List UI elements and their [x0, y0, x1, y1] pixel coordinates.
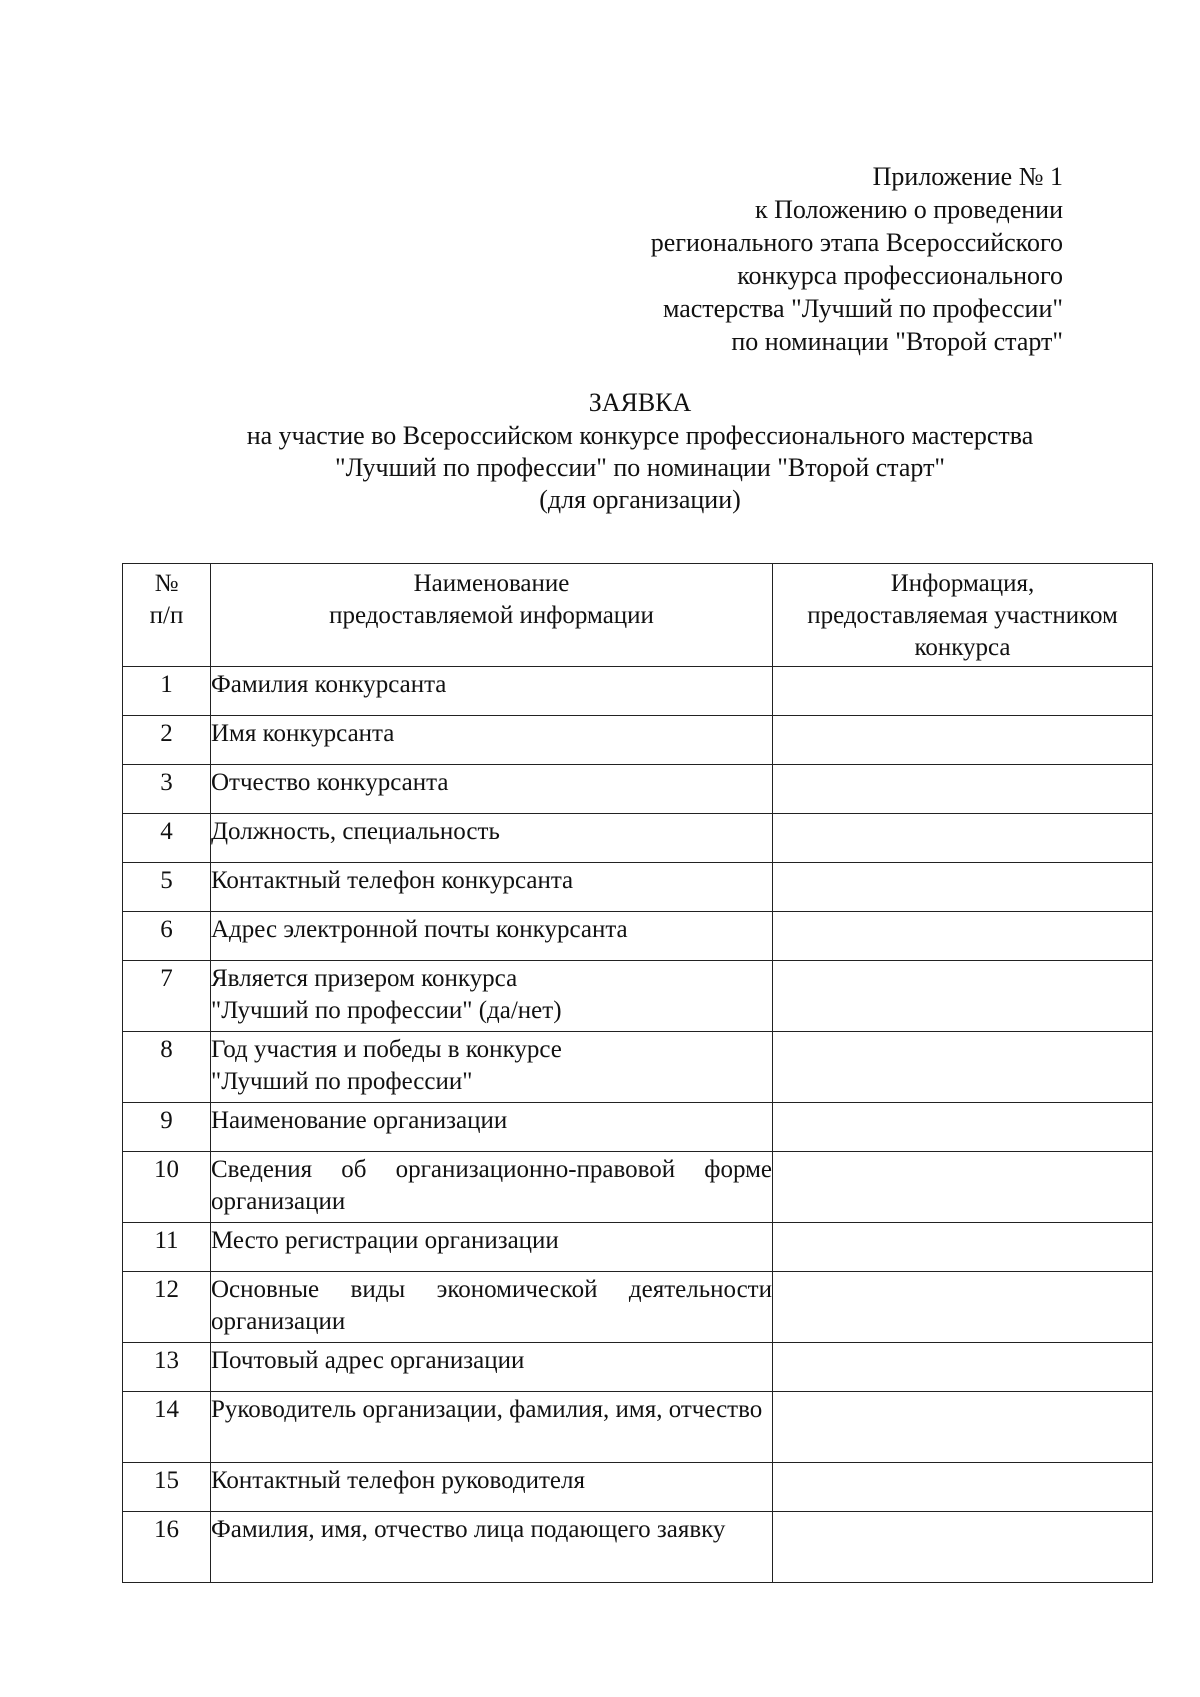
row-item-name: [211, 765, 773, 814]
table-row: [123, 1103, 1153, 1152]
row-item-name: [211, 961, 773, 1032]
table-row: [123, 765, 1153, 814]
row-item-name: [211, 863, 773, 912]
title-line: на участие во Всероссийском конкурсе профессионального мастерства: [246, 421, 1034, 450]
row-number: 4: [123, 814, 211, 863]
row-item-name: [211, 1512, 773, 1583]
row-number: 9: [123, 1103, 211, 1152]
appendix-line: по номинации "Второй старт": [731, 327, 1063, 356]
row-number: 7: [123, 961, 211, 1032]
appendix-line: мастерства "Лучший по профессии": [662, 294, 1063, 323]
table-row: [123, 1272, 1153, 1343]
row-info-cell[interactable]: [773, 1223, 1153, 1272]
title-line: (для организации): [539, 485, 741, 514]
row-info-cell[interactable]: [773, 1152, 1153, 1223]
application-title: [0, 386, 1200, 516]
row-item-name: [211, 814, 773, 863]
row-item-line: Сведения об организационно-правовой форме организации: [211, 1156, 772, 1215]
row-item-line: Руководитель организации, фамилия, имя, отчество: [211, 1396, 763, 1423]
table-row: [123, 667, 1153, 716]
table-row: [123, 912, 1153, 961]
row-info-cell[interactable]: [773, 667, 1153, 716]
table-row: [123, 1152, 1153, 1223]
row-number: 15: [123, 1463, 211, 1512]
appendix-line: конкурса профессионального: [737, 261, 1063, 290]
document-heading: ЗАЯВКА: [588, 388, 692, 417]
row-number: 2: [123, 716, 211, 765]
row-info-cell[interactable]: [773, 716, 1153, 765]
row-item-name: [211, 667, 773, 716]
header-item-name: Наименование предоставляемой информации: [211, 564, 773, 667]
table-row: [123, 814, 1153, 863]
row-item-line: Имя конкурсанта: [211, 720, 395, 747]
table-row: [123, 1223, 1153, 1272]
row-number: 8: [123, 1032, 211, 1103]
row-item-name: [211, 1463, 773, 1512]
table-row: [123, 1032, 1153, 1103]
row-item-line: Контактный телефон руководителя: [211, 1467, 585, 1494]
row-number: 5: [123, 863, 211, 912]
row-info-cell[interactable]: [773, 961, 1153, 1032]
table-row: [123, 1392, 1153, 1463]
row-item-line: Адрес электронной почты конкурсанта: [211, 916, 628, 943]
row-info-cell[interactable]: [773, 1343, 1153, 1392]
row-item-line: Фамилия, имя, отчество лица подающего заявку: [211, 1516, 726, 1543]
appendix-line: к Положению о проведении: [754, 195, 1063, 224]
table-header-row: [123, 564, 1153, 667]
row-number: 1: [123, 667, 211, 716]
table-row: [123, 1512, 1153, 1583]
row-number: 16: [123, 1512, 211, 1583]
row-item-line: Отчество конкурсанта: [211, 769, 449, 796]
row-item-line: Является призером конкурса: [211, 965, 518, 992]
row-item-name: [211, 1103, 773, 1152]
row-info-cell[interactable]: [773, 1272, 1153, 1343]
row-info-cell[interactable]: [773, 1392, 1153, 1463]
row-info-cell[interactable]: [773, 1463, 1153, 1512]
row-item-name: [211, 912, 773, 961]
table-body: [123, 667, 1153, 1583]
row-item-line: Наименование организации: [211, 1107, 508, 1134]
row-item-line: Место регистрации организации: [211, 1227, 559, 1254]
row-number: 13: [123, 1343, 211, 1392]
application-form-table: [122, 563, 1153, 1583]
row-item-name: [211, 716, 773, 765]
row-item-name: [211, 1223, 773, 1272]
row-item-line: Контактный телефон конкурсанта: [211, 867, 574, 894]
row-item-name: [211, 1032, 773, 1103]
table-row: [123, 961, 1153, 1032]
appendix-note: [543, 160, 1063, 358]
table-row: [123, 716, 1153, 765]
appendix-line: Приложение № 1: [872, 162, 1063, 191]
appendix-line: регионального этапа Всероссийского: [650, 228, 1063, 257]
title-line: "Лучший по профессии" по номинации "Второй старт": [334, 453, 946, 482]
row-info-cell[interactable]: [773, 1032, 1153, 1103]
row-item-name: [211, 1272, 773, 1343]
row-info-cell[interactable]: [773, 912, 1153, 961]
row-info-cell[interactable]: [773, 814, 1153, 863]
row-item-name: [211, 1152, 773, 1223]
row-number: 12: [123, 1272, 211, 1343]
row-item-line: Год участия и победы в конкурсе: [211, 1036, 562, 1063]
row-info-cell[interactable]: [773, 765, 1153, 814]
row-item-line: Должность, специальность: [211, 818, 500, 845]
row-info-cell[interactable]: [773, 863, 1153, 912]
row-number: 3: [123, 765, 211, 814]
row-item-line: "Лучший по профессии": [211, 1068, 473, 1095]
table-row: [123, 863, 1153, 912]
row-item-line: Основные виды экономической деятельности организации: [211, 1276, 772, 1335]
row-info-cell[interactable]: [773, 1512, 1153, 1583]
row-number: 10: [123, 1152, 211, 1223]
row-item-line: Почтовый адрес организации: [211, 1347, 525, 1374]
row-number: 11: [123, 1223, 211, 1272]
row-item-line: Фамилия конкурсанта: [211, 671, 447, 698]
row-item-name: [211, 1392, 773, 1463]
row-number: 6: [123, 912, 211, 961]
table-row: [123, 1463, 1153, 1512]
row-item-line: "Лучший по профессии" (да/нет): [211, 997, 562, 1024]
header-number: № п/п: [123, 564, 211, 667]
row-number: 14: [123, 1392, 211, 1463]
table-row: [123, 1343, 1153, 1392]
header-participant-info: Информация, предоставляемая участником конкурса: [773, 564, 1153, 667]
row-item-name: [211, 1343, 773, 1392]
row-info-cell[interactable]: [773, 1103, 1153, 1152]
